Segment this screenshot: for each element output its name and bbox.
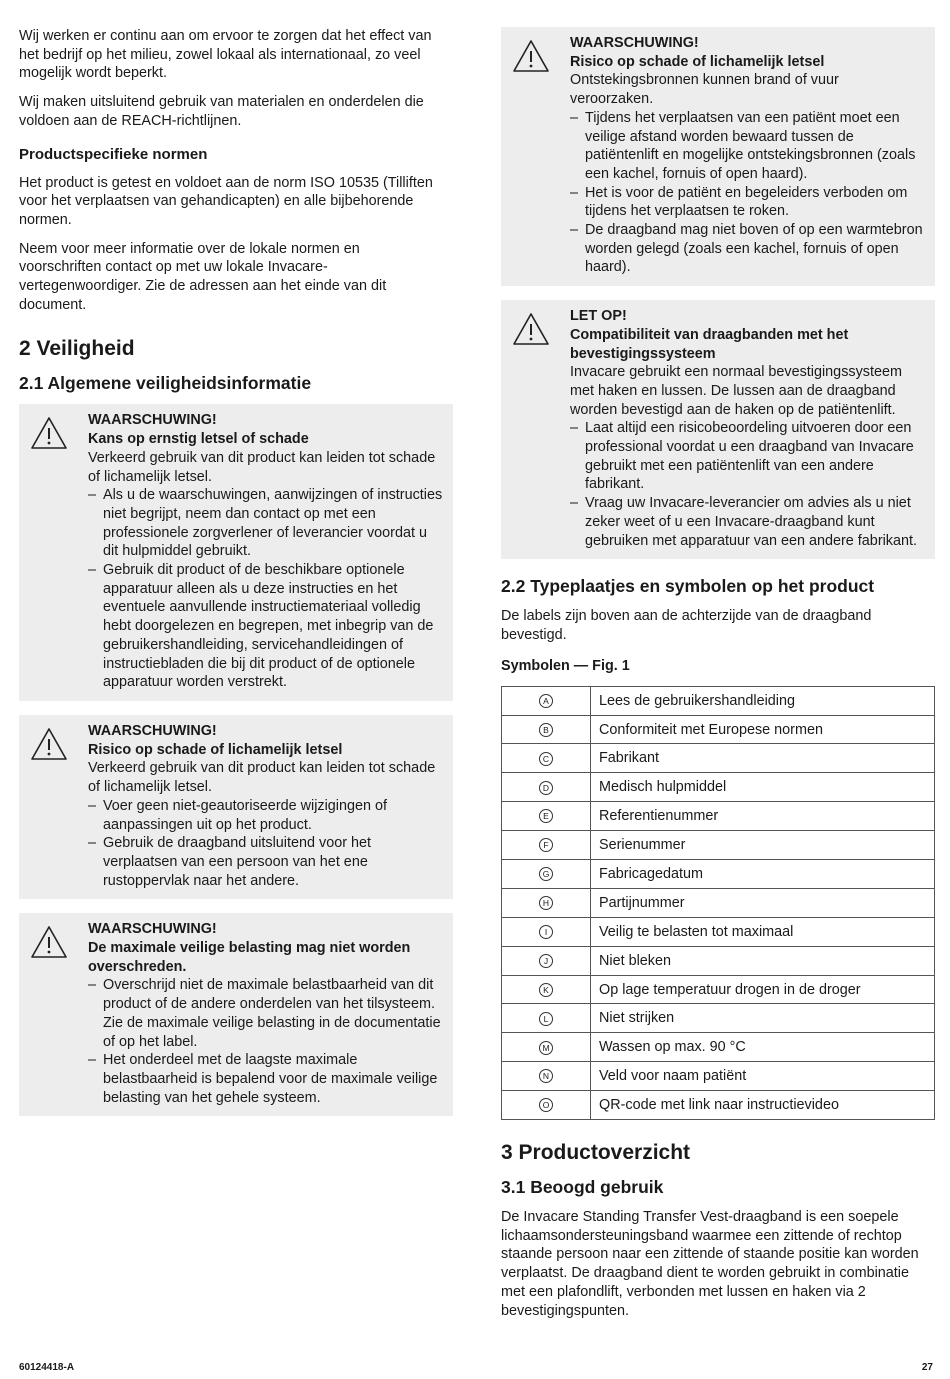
warning-body: Verkeerd gebruik van dit product kan leiden tot schade of lichamelijk letsel. bbox=[88, 449, 436, 485]
dash-bullet: – bbox=[88, 797, 97, 814]
dash-bullet: – bbox=[88, 835, 97, 852]
dash-bullet: – bbox=[88, 562, 97, 579]
symbol-row bbox=[502, 888, 935, 917]
circled-letter-icon: I bbox=[539, 925, 553, 939]
symbol-letter-cell bbox=[502, 744, 591, 773]
symbol-letter-cell bbox=[502, 946, 591, 975]
warning-title: Risico op schade of lichamelijk letsel bbox=[570, 53, 825, 70]
symbol-letter-cell bbox=[502, 917, 591, 946]
left-column bbox=[19, 27, 453, 1130]
symbol-letter-cell bbox=[502, 1091, 591, 1120]
section-2-2-title: 2.2 Typeplaatjes en symbolen op het product bbox=[501, 576, 875, 597]
symbol-description: Lees de gebruikershandleiding bbox=[591, 686, 935, 715]
symbol-letter-cell bbox=[502, 888, 591, 917]
warning-list-item bbox=[88, 1051, 443, 1107]
warning-list-item-text: De draagband mag niet boven of op een warmtebron worden gelegd (zoals een kachel, fornuis of open haard). bbox=[585, 222, 923, 276]
circled-letter-icon: B bbox=[539, 723, 553, 737]
circled-letter-icon: M bbox=[539, 1041, 553, 1055]
warning-triangle-icon bbox=[512, 39, 550, 73]
symbol-row bbox=[502, 860, 935, 889]
warning-box bbox=[19, 913, 453, 1116]
symbol-row bbox=[502, 1062, 935, 1091]
symbol-row bbox=[502, 1033, 935, 1062]
warning-list-item bbox=[88, 797, 443, 834]
intended-use-paragraph: De Invacare Standing Transfer Vest-draagband is een soepele lichaamsondersteuningsband waarmee een zittende of rechtop staande persoon naar een zittende of staande positie kan worden verplaatst. De draagband dient te worden gebruikt in combinatie met een plafondlift, verbonden met lussen en haken via 2 bevestigingspunten. bbox=[501, 1209, 919, 1319]
symbol-description: Veilig te belasten tot maximaal bbox=[591, 917, 935, 946]
symbol-description: Op lage temperatuur drogen in de droger bbox=[591, 975, 935, 1004]
warning-title: Risico op schade of lichamelijk letsel bbox=[88, 741, 343, 758]
norms-paragraph-contact: Neem voor meer informatie over de lokale normen en voorschriften contact op met uw lokale Invacare-vertegenwoordiger. Zie de adressen aan het einde van dit document. bbox=[19, 240, 387, 313]
warning-triangle-icon bbox=[30, 925, 68, 959]
symbol-letter-cell bbox=[502, 831, 591, 860]
footer-page-number: 27 bbox=[921, 1362, 933, 1373]
warning-list-item-text: Tijdens het verplaatsen van een patiënt moet een veilige afstand worden bewaard tussen de patiëntenlift en mogelijke ontstekingsbronnen (zoals een kachel, fornuis of open haard). bbox=[585, 109, 916, 182]
warning-list bbox=[88, 486, 443, 692]
circled-letter-icon: O bbox=[539, 1098, 553, 1112]
warning-signal-word: WAARSCHUWING! bbox=[88, 722, 217, 739]
symbol-row bbox=[502, 946, 935, 975]
warning-list-item-text: Gebruik de draagband uitsluitend voor het verplaatsen van een persoon van het ene rustoppervlak naar het andere. bbox=[103, 835, 372, 889]
symbol-description: Partijnummer bbox=[591, 888, 935, 917]
warning-triangle-icon bbox=[30, 416, 68, 450]
warning-list-item bbox=[570, 494, 925, 550]
symbol-letter-cell bbox=[502, 715, 591, 744]
symbol-letter-cell bbox=[502, 1033, 591, 1062]
dash-bullet: – bbox=[88, 977, 97, 994]
warning-list-item-text: Voer geen niet-geautoriseerde wijzigingen of aanpassingen uit op het product. bbox=[103, 797, 388, 833]
warning-box bbox=[19, 404, 453, 701]
symbol-description: Niet strijken bbox=[591, 1004, 935, 1033]
circled-letter-icon: H bbox=[539, 896, 553, 910]
warning-list-item-text: Het onderdeel met de laagste maximale belastbaarheid is bepalend voor de maximale veilige belasting van het gehele systeem. bbox=[103, 1052, 438, 1106]
section-2-title: 2 Veiligheid bbox=[19, 337, 135, 361]
warning-list-item-text: Als u de waarschuwingen, aanwijzingen of instructies niet begrijpt, neem dan contact op met een professionele zorgverlener of leverancier voordat u dit hulpmiddel gebruikt. bbox=[103, 487, 443, 560]
section-3-1-title: 3.1 Beoogd gebruik bbox=[501, 1177, 664, 1198]
norms-paragraph-iso: Het product is getest en voldoet aan de norm ISO 10535 (Tilliften voor het verplaatsen van gehandicapten) en alle bijbehorende normen. bbox=[19, 174, 433, 228]
symbol-row bbox=[502, 1004, 935, 1033]
left-warnings bbox=[19, 404, 453, 1116]
warning-triangle-icon bbox=[30, 727, 68, 761]
symbols-table bbox=[501, 686, 935, 1120]
symbol-letter-cell bbox=[502, 1062, 591, 1091]
warning-list-item bbox=[570, 221, 925, 277]
warning-box bbox=[501, 300, 935, 559]
norms-heading: Productspecifieke normen bbox=[19, 145, 208, 163]
labels-paragraph: De labels zijn boven aan de achterzijde van de draagband bevestigd. bbox=[501, 608, 872, 643]
symbol-description: Medisch hulpmiddel bbox=[591, 773, 935, 802]
symbol-description: QR-code met link naar instructievideo bbox=[591, 1091, 935, 1120]
dash-bullet: – bbox=[570, 222, 579, 239]
warning-signal-word: LET OP! bbox=[570, 308, 627, 325]
circled-letter-icon: E bbox=[539, 809, 553, 823]
symbol-description: Veld voor naam patiënt bbox=[591, 1062, 935, 1091]
symbol-letter-cell bbox=[502, 773, 591, 802]
right-warnings bbox=[501, 27, 935, 559]
symbol-description: Serienummer bbox=[591, 831, 935, 860]
symbol-description: Referentienummer bbox=[591, 802, 935, 831]
dash-bullet: – bbox=[570, 109, 579, 126]
right-column bbox=[501, 27, 935, 1320]
footer-doc-number: 60124418-A bbox=[19, 1362, 75, 1373]
symbol-letter-cell bbox=[502, 802, 591, 831]
warning-list bbox=[570, 109, 925, 277]
warning-list-item bbox=[570, 184, 925, 221]
symbol-row bbox=[502, 802, 935, 831]
warning-list-item bbox=[88, 486, 443, 561]
warning-title: Compatibiliteit van draagbanden met het bevestigingssysteem bbox=[570, 326, 849, 362]
warning-signal-word: WAARSCHUWING! bbox=[88, 412, 217, 429]
warning-list bbox=[88, 797, 443, 891]
warning-box bbox=[19, 715, 453, 899]
symbol-letter-cell bbox=[502, 1004, 591, 1033]
circled-letter-icon: F bbox=[539, 838, 553, 852]
warning-list-item bbox=[88, 976, 443, 1051]
dash-bullet: – bbox=[570, 495, 579, 512]
symbol-row bbox=[502, 715, 935, 744]
symbol-row bbox=[502, 1091, 935, 1120]
warning-triangle-icon bbox=[512, 312, 550, 346]
warning-list-item-text: Gebruik dit product of de beschikbare optionele apparatuur alleen als u deze instructies en het eventuele aanvullende instructiemateriaal volledig hebt doorgelezen en begrepen, met inbegrip van de gebruikershandleiding, servicehandleidingen of instructiebladen die bij dit product of de optionele apparatuur worden verstrekt. bbox=[103, 562, 434, 691]
warning-list-item bbox=[88, 834, 443, 890]
warning-body: Ontstekingsbronnen kunnen brand of vuur veroorzaken. bbox=[570, 72, 839, 108]
warning-list bbox=[88, 976, 443, 1107]
symbol-row bbox=[502, 744, 935, 773]
symbol-description: Fabricagedatum bbox=[591, 860, 935, 889]
warning-body: Verkeerd gebruik van dit product kan leiden tot schade of lichamelijk letsel. bbox=[88, 760, 436, 796]
symbol-description: Niet bleken bbox=[591, 946, 935, 975]
warning-title: De maximale veilige belasting mag niet worden overschreden. bbox=[88, 940, 411, 975]
warning-list-item-text: Vraag uw Invacare-leverancier om advies als u niet zeker weet of u een Invacare-draagband kunt gebruiken met apparatuur van een andere fabrikant. bbox=[585, 495, 918, 549]
dash-bullet: – bbox=[88, 1052, 97, 1069]
warning-signal-word: WAARSCHUWING! bbox=[88, 921, 217, 938]
warning-list-item bbox=[570, 109, 925, 184]
warning-signal-word: WAARSCHUWING! bbox=[570, 35, 699, 51]
symbol-letter-cell bbox=[502, 860, 591, 889]
symbol-letter-cell bbox=[502, 975, 591, 1004]
warning-list-item-text: Het is voor de patiënt en begeleiders verboden om tijdens het verplaatsen te roken. bbox=[585, 184, 908, 220]
dash-bullet: – bbox=[570, 420, 579, 437]
intro-paragraph-reach: Wij maken uitsluitend gebruik van materialen en onderdelen die voldoen aan de REACH-richtlijnen. bbox=[19, 94, 424, 129]
circled-letter-icon: C bbox=[539, 752, 553, 766]
warning-list-item-text: Overschrijd niet de maximale belastbaarheid van dit product of de andere onderdelen van het tilsysteem. Zie de maximale veilige belasting in de documentatie of op het label. bbox=[103, 977, 441, 1050]
warning-list-item-text: Laat altijd een risicobeoordeling uitvoeren door een professional voordat u een draagband van Invacare gebruikt met een patiëntenlift van een andere fabrikant. bbox=[585, 420, 914, 493]
dash-bullet: – bbox=[88, 487, 97, 504]
intro-paragraph-environment: Wij werken er continu aan om ervoor te zorgen dat het effect van het bedrijf op het milieu, zowel lokaal als internationaal, zo veel mogelijk wordt beperkt. bbox=[19, 28, 432, 82]
section-3-title: 3 Productoverzicht bbox=[501, 1141, 691, 1165]
symbol-description: Wassen op max. 90 °C bbox=[591, 1033, 935, 1062]
symbol-row bbox=[502, 831, 935, 860]
circled-letter-icon: N bbox=[539, 1069, 553, 1083]
warning-body: Invacare gebruikt een normaal bevestigingssysteem met haken en lussen. De lussen aan de draagband worden bevestigd aan de haken op de patiëntenlift. bbox=[570, 364, 902, 418]
symbol-row bbox=[502, 773, 935, 802]
symbol-letter-cell bbox=[502, 686, 591, 715]
circled-letter-icon: A bbox=[539, 694, 553, 708]
symbols-figure-label: Symbolen — Fig. 1 bbox=[501, 657, 630, 674]
symbol-row bbox=[502, 917, 935, 946]
warning-title: Kans op ernstig letsel of schade bbox=[88, 431, 309, 448]
section-2-1-title: 2.1 Algemene veiligheidsinformatie bbox=[19, 373, 312, 394]
circled-letter-icon: D bbox=[539, 781, 553, 795]
symbol-row bbox=[502, 975, 935, 1004]
warning-list-item bbox=[88, 561, 443, 692]
circled-letter-icon: J bbox=[539, 954, 553, 968]
symbol-description: Conformiteit met Europese normen bbox=[591, 715, 935, 744]
warning-box bbox=[501, 27, 935, 286]
circled-letter-icon: G bbox=[539, 867, 553, 881]
circled-letter-icon: L bbox=[539, 1012, 553, 1026]
symbol-row bbox=[502, 686, 935, 715]
warning-list-item bbox=[570, 419, 925, 494]
symbol-description: Fabrikant bbox=[591, 744, 935, 773]
warning-list bbox=[570, 419, 925, 550]
circled-letter-icon: K bbox=[539, 983, 553, 997]
dash-bullet: – bbox=[570, 184, 579, 201]
